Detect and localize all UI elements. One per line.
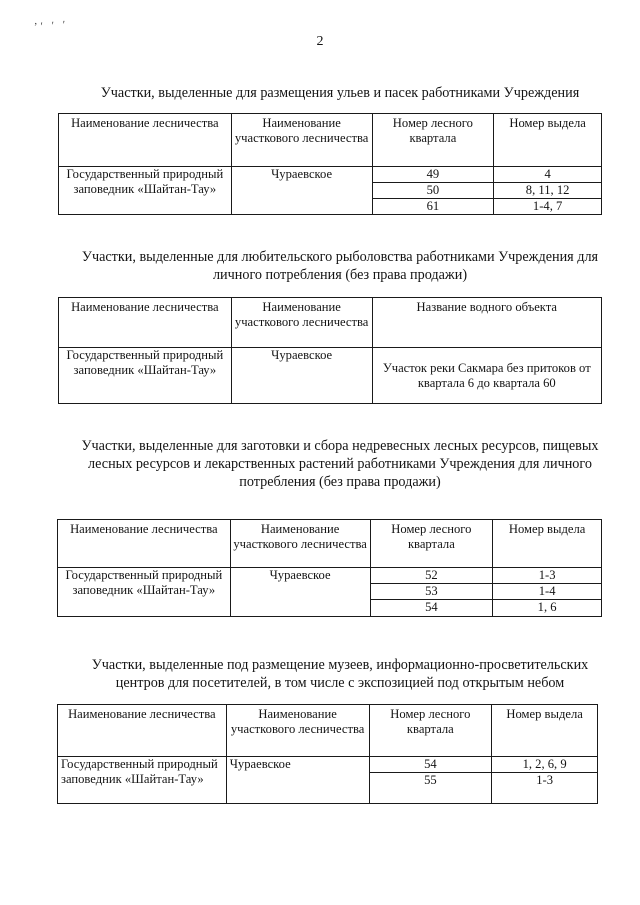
- header-allotment: Номер выдела: [492, 705, 598, 757]
- section-3-title: Участки, выделенные для заготовки и сбора недревесных лесных ресурсов, пищевых лесных ресурсов и лекарственных растений работниками Учреждения для личного потребления (без права продажи): [81, 438, 599, 490]
- water-object-cell: Участок реки Сакмара без притоков от квартала 6 до квартала 60: [372, 348, 601, 404]
- forestry-name-cell: Государственный природный заповедник «Шайтан-Тау»: [59, 348, 232, 404]
- allotment-cell: 1-3: [493, 568, 602, 584]
- corner-scan-marks: ’′ ′ ′: [33, 18, 69, 34]
- header-forestry: Наименование лесничества: [58, 705, 227, 757]
- quarter-cell: 50: [372, 183, 494, 199]
- header-district: Наименование участкового лесничества: [226, 705, 369, 757]
- header-forestry: Наименование лесничества: [58, 520, 231, 568]
- district-name-cell: Чураевское: [231, 167, 372, 215]
- header-district: Наименование участкового лесничества: [230, 520, 370, 568]
- section-3-table: [57, 519, 602, 617]
- header-allotment: Номер выдела: [494, 114, 602, 167]
- allotment-cell: 8, 11, 12: [494, 183, 602, 199]
- header-quarter: Номер лесного квартала: [369, 705, 492, 757]
- allotment-cell: 1, 6: [493, 600, 602, 617]
- section-4-table: [57, 704, 598, 804]
- quarter-cell: 54: [369, 757, 492, 773]
- quarter-cell: 52: [370, 568, 493, 584]
- header-water-object: Название водного объекта: [372, 298, 601, 348]
- allotment-cell: 1-4: [493, 584, 602, 600]
- district-name-cell: Чураевское: [226, 757, 369, 804]
- section-4-title: Участки, выделенные под размещение музеев, информационно-просветительских центров для посетителей, в том числе с экспозицией под открытым небом: [91, 657, 589, 691]
- quarter-cell: 55: [369, 773, 492, 804]
- section-1-title: Участки, выделенные для размещения ульев и пасек работниками Учреждения: [100, 85, 580, 101]
- quarter-cell: 61: [372, 199, 494, 215]
- header-quarter: Номер лесного квартала: [370, 520, 493, 568]
- quarter-cell: 49: [372, 167, 494, 183]
- allotment-cell: 1-3: [492, 773, 598, 804]
- allotment-cell: 4: [494, 167, 602, 183]
- header-allotment: Номер выдела: [493, 520, 602, 568]
- forestry-name-cell: Государственный природный заповедник «Шайтан-Тау»: [59, 167, 232, 215]
- district-name-cell: Чураевское: [230, 568, 370, 617]
- header-forestry: Наименование лесничества: [59, 114, 232, 167]
- header-district: Наименование участкового лесничества: [231, 114, 372, 167]
- section-2-title: Участки, выделенные для любительского рыболовства работниками Учреждения для личного потребления (без права продажи): [81, 249, 599, 283]
- header-district: Наименование участкового лесничества: [231, 298, 372, 348]
- header-forestry: Наименование лесничества: [59, 298, 232, 348]
- quarter-cell: 53: [370, 584, 493, 600]
- allotment-cell: 1-4, 7: [494, 199, 602, 215]
- section-2-table: [58, 297, 602, 404]
- allotment-cell: 1, 2, 6, 9: [492, 757, 598, 773]
- section-1-table: [58, 113, 602, 215]
- quarter-cell: 54: [370, 600, 493, 617]
- forestry-name-cell: Государственный природный заповедник «Шайтан-Тау»: [58, 568, 231, 617]
- district-name-cell: Чураевское: [231, 348, 372, 404]
- forestry-name-cell: Государственный природный заповедник «Шайтан-Тау»: [58, 757, 227, 804]
- header-quarter: Номер лесного квартала: [372, 114, 494, 167]
- page-number: 2: [316, 34, 324, 49]
